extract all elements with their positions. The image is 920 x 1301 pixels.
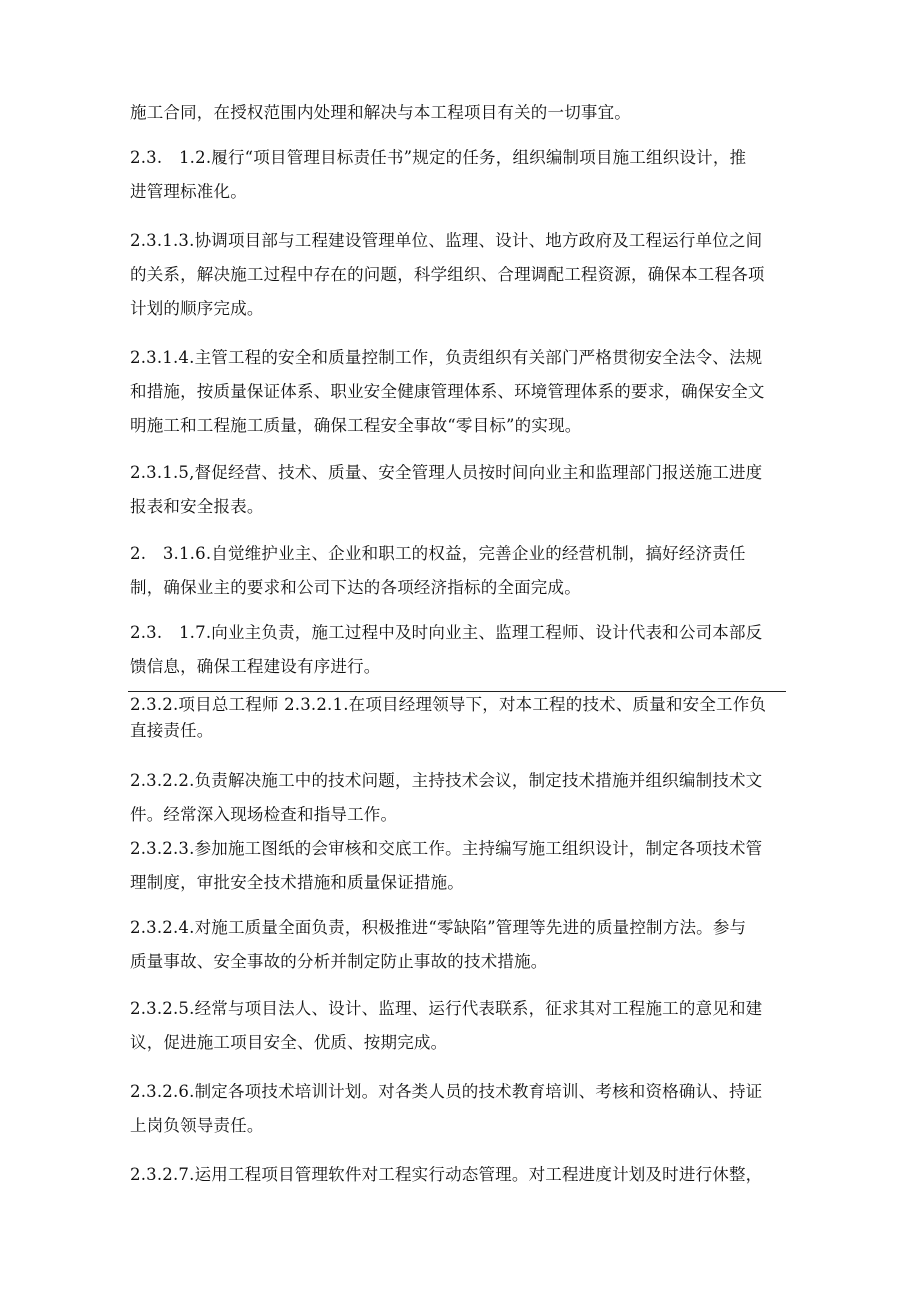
text-line: 2.3.2.3.参加施工图纸的会审核和交底工作。主持编写施工组织设计，制定各项技术管 [130,839,763,858]
text-line: 进管理标准化。 [130,182,247,201]
text-line: 2.3.2.7.运用工程项目管理软件对工程实行动态管理。对工程进度计划及时进行休整， [130,1165,763,1184]
text-line: 馈信息，确保工程建设有序进行。 [130,657,381,676]
text-line: 2. 3.1.6.自觉维护业主、企业和职工的权益，完善企业的经营机制，搞好经济责任 [130,544,746,563]
text-line: 的关系，解决施工过程中存在的问题，科学组织、合理调配工程资源，确保本工程各项 [130,265,765,284]
paragraph-2-3-2-7 [130,1158,790,1192]
text-line: 2.3. 1.7.向业主负责，施工过程中及时向业主、监理工程师、设计代表和公司本部反 [130,623,763,642]
text-line: 件。经常深入现场检查和指导工作。 [130,805,398,824]
paragraph-2-3-1-2 [130,141,790,209]
text-line: 制，确保业主的要求和公司下达的各项经济指标的全面完成。 [130,578,581,597]
text-line: 2.3.2.2.负责解决施工中的技术问题，主持技术会议，制定技术措施并组织编制技术文 [130,771,763,790]
paragraph-contract-continuation [130,96,790,130]
paragraph-2-3-1-3 [130,224,790,326]
text-line: 2.3.1.5,督促经营、技术、质量、安全管理人员按时间向业主和监理部门报送施工进度 [130,463,763,482]
paragraph-2-3-1-5 [130,456,790,524]
paragraph-2-3-2-4 [130,911,790,979]
text-line: 上岗负领导责任。 [130,1116,264,1135]
text-line: 明施工和工程施工质量，确保工程安全事故“零目标”的实现。 [130,416,582,435]
text-line: 2.3.2.6.制定各项技术培训计划。对各类人员的技术教育培训、考核和资格确认、持证 [130,1082,763,1101]
text-line: 报表和安全报表。 [130,497,264,516]
text-line: 2.3.2.4.对施工质量全面负责，积极推进“零缺陷”管理等先进的质量控制方法。参与 [130,918,747,937]
paragraph-2-3-1-7 [130,616,790,684]
text-line: 2.3.2.项目总工程师 2.3.2.1.在项目经理领导下，对本工程的技术、质量和安全工作负 [130,695,767,714]
text-line: 2.3.1.4.主管工程的安全和质量控制工作，负责组织有关部门严格贯彻安全法令、法规 [130,348,763,367]
text-line: 理制度，审批安全技术措施和质量保证措施。 [130,873,464,892]
text-line: 2.3.2.5.经常与项目法人、设计、监理、运行代表联系，征求其对工程施工的意见和建 [130,999,763,1018]
text-line: 议，促进施工项目安全、优质、按期完成。 [130,1033,448,1052]
paragraph-2-3-1-6 [130,537,790,605]
paragraph-2-3-2-3 [130,832,790,900]
paragraph-2-3-2-2 [130,764,790,832]
text-line: 直接责任。 [130,721,214,740]
text-line: 2.3. 1.2.履行“项目管理目标责任书”规定的任务，组织编制项目施工组织设计，推 [130,148,747,167]
text-line: 2.3.1.3.协调项目部与工程建设管理单位、监理、设计、地方政府及工程运行单位之间 [130,231,763,250]
text-line: 施工合同，在授权范围内处理和解决与本工程项目有关的一切事宜。 [130,103,631,122]
text-line: 质量事故、安全事故的分析并制定防止事故的技术措施。 [130,952,548,971]
text-line: 和措施，按质量保证体系、职业安全健康管理体系、环境管理体系的要求，确保安全文 [130,382,765,401]
paragraph-2-3-2-5 [130,992,790,1060]
paragraph-2-3-2-6 [130,1075,790,1143]
text-line: 计划的顺序完成。 [130,299,264,318]
paragraph-2-3-1-4 [130,341,790,443]
paragraph-2-3-2-1 [130,692,790,744]
